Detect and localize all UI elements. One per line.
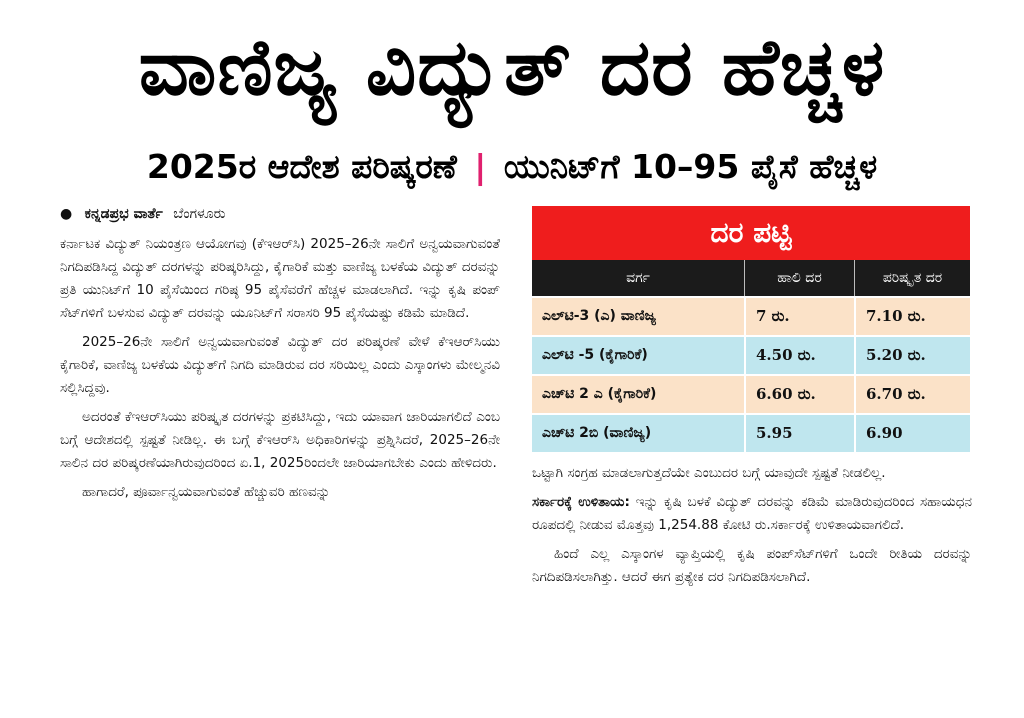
rate-category: ಎಚ್‌ಟಿ 2ಬಿ (ವಾಣಿಜ್ಯ) — [542, 425, 652, 441]
article-right-column — [532, 462, 972, 595]
rate-current: 4.50 ರು. — [744, 337, 854, 374]
rate-table-header-category: ವರ್ಗ — [626, 270, 650, 286]
rate-table-row — [532, 335, 970, 374]
rate-current: 7 ರು. — [744, 298, 854, 335]
subheadline — [0, 142, 1024, 192]
article-paragraph: ಒಟ್ಟಾಗಿ ಸಂಗ್ರಹ ಮಾಡಲಾಗುತ್ತದೆಯೇ ಎಂಬುದರ ಬಗ್ಗೆ ಯಾವುದೇ ಸ್ಪಷ್ಟತೆ ನೀಡಲಿಲ್ಲ. — [532, 465, 886, 481]
byline-source: ಕನ್ನಡಪ್ರಭ ವಾರ್ತೆ — [84, 206, 163, 222]
byline-place: ಬೆಂಗಳೂರು — [173, 206, 226, 222]
bullet-icon: ● — [60, 206, 73, 222]
rate-revised: 7.10 ರು. — [854, 298, 970, 335]
article-subhead: ಸರ್ಕಾರಕ್ಕೆ ಉಳಿತಾಯ: — [532, 494, 630, 510]
rate-revised: 6.90 — [854, 415, 970, 452]
article-paragraph: ಅದರಂತೆ ಕೆಇಆರ್‌ಸಿಯು ಪರಿಷ್ಕೃತ ದರಗಳನ್ನು ಪ್ರಕಟಿಸಿದ್ದು, ಇದು ಯಾವಾಗ ಜಾರಿಯಾಗಲಿದೆ ಎಂಬ ಬಗ್ಗೆ ಆದೇಶದಲ್ಲಿ ಸ್ಪಷ್ಟತೆ ನೀಡಿಲ್ಲ. ಈ ಬಗ್ಗೆ ಕೆಇಆರ್‌ಸಿ ಅಧಿಕಾರಿಗಳನ್ನು ಪ್ರಶ್ನಿಸಿದರೆ, 2025–26ನೇ ಸಾಲಿನ ದರ ಪರಿಷ್ಕರಣೆಯಾಗಿರುವುದರಿಂದ ಏ.1, 2025ರಿಂದಲೇ ಜಾರಿಯಾಗಬೇಕು ಎಂದು ಹೇಳಿದರು. — [60, 409, 500, 471]
article-paragraph-text: ಇನ್ನು ಕೃಷಿ ಬಳಕೆ ವಿದ್ಯುತ್ ದರವನ್ನು ಕಡಿಮೆ ಮಾಡಿರುವುದರಿಂದ ಸಹಾಯಧನ ರೂಪದಲ್ಲಿ ನೀಡುವ ಮೊತ್ತವು 1,254.88 ಕೋಟಿ ರು.ಸರ್ಕಾರಕ್ಕೆ ಉಳಿತಾಯವಾಗಲಿದೆ. — [532, 494, 972, 533]
rate-revised: 6.70 ರು. — [854, 376, 970, 413]
rate-table-row — [532, 296, 970, 335]
subheadline-left: 2025ರ ಆದೇಶ ಪರಿಷ್ಕರಣೆ — [146, 147, 457, 186]
rate-category: ಎಚ್‌ಟಿ 2 ಎ (ಕೈಗಾರಿಕೆ) — [542, 386, 657, 402]
rate-current: 6.60 ರು. — [744, 376, 854, 413]
article-paragraph: ಕರ್ನಾಟಕ ವಿದ್ಯುತ್ ನಿಯಂತ್ರಣ ಆಯೋಗವು (ಕೆಇಆರ್‌ಸಿ) 2025–26ನೇ ಸಾಲಿಗೆ ಅನ್ವಯವಾಗುವಂತೆ ನಿಗದಿಪಡಿಸಿದ್ದ ವಿದ್ಯುತ್ ದರಗಳನ್ನು ಪರಿಷ್ಕರಿಸಿದ್ದು, ಕೈಗಾರಿಕೆ ಮತ್ತು ವಾಣಿಜ್ಯ ಬಳಕೆಯ ವಿದ್ಯುತ್ ದರವನ್ನು ಪ್ರತಿ ಯುನಿಟ್‌ಗೆ 10 ಪೈಸೆಯಿಂದ ಗರಿಷ್ಠ 95 ಪೈಸೆವರೆಗೆ ಹೆಚ್ಚಳ ಮಾಡಲಾಗಿದೆ. ಇನ್ನು ಕೃಷಿ ಪಂಪ್ ಸೆಟ್‌ಗಳಿಗೆ ಬಳಸುವ ವಿದ್ಯುತ್ ದರವನ್ನು ಯೂನಿಟ್‌ಗೆ ಸರಾಸರಿ 95 ಪೈಸೆಯಷ್ಟು ಕಡಿಮೆ ಮಾಡಿದೆ. — [60, 236, 500, 321]
subheadline-separator: | — [474, 147, 487, 186]
article-paragraph: 2025–26ನೇ ಸಾಲಿಗೆ ಅನ್ವಯವಾಗುವಂತೆ ವಿದ್ಯುತ್ ದರ ಪರಿಷ್ಕರಣೆ ವೇಳೆ ಕೆಇಆರ್‌ಸಿಯು ಕೈಗಾರಿಕೆ, ವಾಣಿಜ್ಯ ಬಳಕೆಯ ವಿದ್ಯುತ್‌ಗೆ ನಿಗದಿ ಮಾಡಿರುವ ದರ ಸರಿಯಿಲ್ಲ ಎಂದು ಎಸ್ಕಾಂಗಳು ಮೇಲ್ಮನವಿ ಸಲ್ಲಿಸಿದ್ದವು. — [60, 334, 500, 396]
rate-table-row — [532, 413, 970, 452]
headline: ವಾಣಿಜ್ಯ ವಿದ್ಯುತ್ ದರ ಹೆಚ್ಚಳ — [138, 23, 886, 113]
rate-category: ಎಲ್‌ಟಿ -5 (ಕೈಗಾರಿಕೆ) — [542, 347, 648, 363]
byline — [60, 204, 226, 224]
article-paragraph — [532, 491, 972, 537]
subheadline-right: ಯುನಿಟ್‌ಗೆ 10–95 ಪೈಸೆ ಹೆಚ್ಚಳ — [503, 147, 878, 186]
rate-table-header — [532, 260, 970, 296]
article-left-column — [60, 233, 500, 510]
article-paragraph: ಹಾಗಾದರೆ, ಪೂರ್ವಾನ್ವಯವಾಗುವಂತೆ ಹೆಚ್ಚುವರಿ ಹಣವನ್ನು — [82, 484, 331, 500]
rate-table — [532, 206, 970, 452]
rate-current: 5.95 — [744, 415, 854, 452]
rate-table-row — [532, 374, 970, 413]
rate-revised: 5.20 ರು. — [854, 337, 970, 374]
article-paragraph: ಹಿಂದೆ ಎಲ್ಲ ಎಸ್ಕಾಂಗಳ ವ್ಯಾಪ್ತಿಯಲ್ಲಿ ಕೃಷಿ ಪಂಪ್‌ಸೆಟ್‌ಗಳಿಗೆ ಒಂದೇ ರೀತಿಯ ದರವನ್ನು ನಿಗದಿಪಡಿಸಲಾಗಿತ್ತು. ಆದರೆ ಈಗ ಪ್ರತ್ಯೇಕ ದರ ನಿಗದಿಪಡಿಸಲಾಗಿದೆ. — [532, 546, 972, 585]
rate-category: ಎಲ್‌ಟಿ-3 (ಎ) ವಾಣಿಜ್ಯ — [542, 308, 657, 324]
rate-table-header-current: ಹಾಲಿ ದರ — [744, 260, 854, 296]
rate-table-title: ದರ ಪಟ್ಟಿ — [532, 206, 970, 260]
rate-table-header-revised: ಪರಿಷ್ಕೃತ ದರ — [854, 260, 970, 296]
